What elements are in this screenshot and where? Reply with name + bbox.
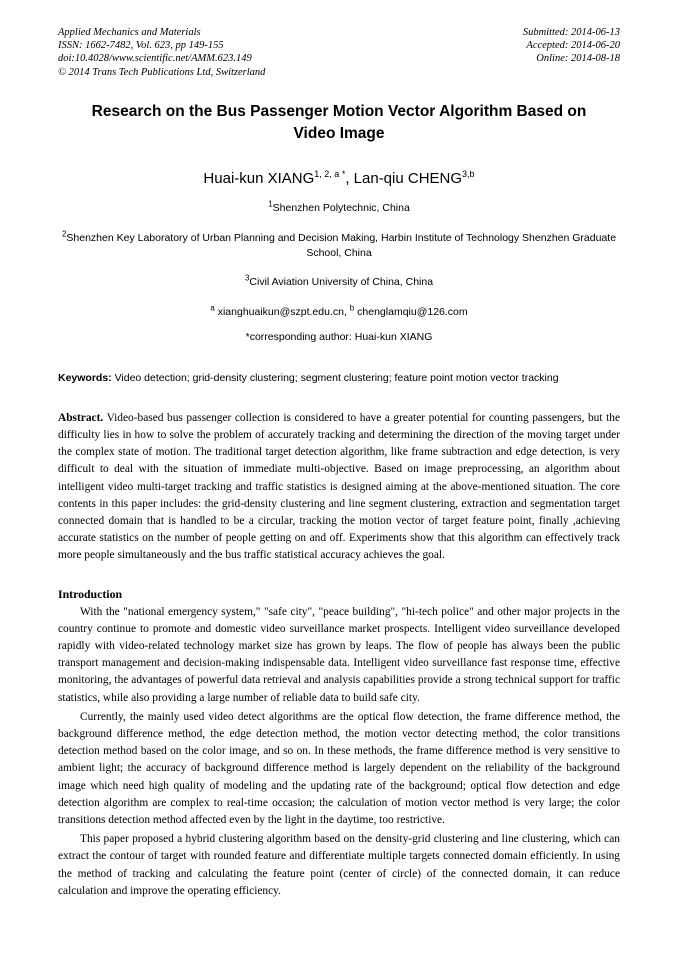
journal-copyright: © 2014 Trans Tech Publications Ltd, Switzerland xyxy=(58,66,266,78)
affiliation-3 xyxy=(58,271,620,291)
intro-paragraph-1: With the "national emergency system," "safe city", "peace building", "hi-tech police" and other major projects in the country continue to promote and domestic video surveillance market prospects. Intelligent video surveillance developed rapidly with video-related technology market size has grown by leaps. The flow of people has always been the public transport management and decision-making indispensable data. Intelligent video surveillance fast response time, effective monitoring, the advantages of powerful data retrieval and analysis capabilities provide a strong technical support for traffic statistics, while also providing a large number of reliable data to build safe city. xyxy=(58,605,620,704)
submitted-date: Submitted: 2014-06-13 xyxy=(522,27,620,38)
affiliation-2 xyxy=(58,226,620,261)
section-heading-introduction: Introduction xyxy=(58,586,123,601)
affiliation-1-text: $^1$Shenzhen Polytechnic, China xyxy=(268,199,410,215)
keywords-block xyxy=(58,371,620,386)
author-emails-text: $^a$ xianghuaikun@szpt.edu.cn, $^b$ chenglamqiu@126.com xyxy=(210,303,468,318)
affiliation-3-text: $^3$Civil Aviation University of China, China xyxy=(244,273,434,289)
affiliation-1 xyxy=(58,197,620,217)
journal-header-right xyxy=(523,26,620,66)
journal-doi: doi:10.4028/www.scientific.net/AMM.623.149 xyxy=(58,53,252,65)
intro-paragraph-2: Currently, the mainly used video detect algorithms are the optical flow detection, the frame difference method, the background difference method, the edge detection method, the motion vector detecting method, the color transitions detection method based on the color image, and so on. In these methods, the frame difference method is very sensitive to ambient light; the accuracy of background difference method is largely dependent on the reliability of the background image which need high quality of modeling and the updating rate of the background; optical flow detection and edge detection algorithm are complex to real-time occasion; the calculation of motion vector method is very large; the color transitions detection method affected even by the light in the daytime, too restrictive. xyxy=(58,710,620,827)
affiliation-2-text: $^2$Shenzhen Key Laboratory of Urban Planning and Decision Making, Harbin Institute of Technology Shenzhen Graduate School, China xyxy=(61,229,617,259)
keywords-text: Video detection; grid-density clustering; segment clustering; feature point motion vector tracking xyxy=(111,371,559,384)
corresponding-author-note: *corresponding author: Huai-kun XIANG xyxy=(245,330,433,343)
online-date: Online: 2014-08-18 xyxy=(536,53,620,65)
abstract-text: Video-based bus passenger collection is considered to have a greater potential for counting passengers, but the difficulty lies in how to solve the problem of accurately tracking and determining the direction of the moving target under the complex state of motion. The traditional target detection algorithm, like frame subtraction and edge detection, is very difficult to deal with the situation of immediate multi-objective. Based on image preprocessing, an algorithm about intelligent video multi-target tracking and traffic statistics is designed aiming at the above-mentioned situation. The core contents in this paper includes: the grid-density clustering and line segment clustering, extraction and segmentation target connected domain that is handled to be a circular, tracking the motion vector of target feature point, finally ,achieving accurate statistics on the number of people getting on and off. Experiments show that this algorithm can effectively track more people simultaneously and the bus traffic statistical accuracy achieves the goal. xyxy=(58,411,620,562)
page-title: Research on the Bus Passenger Motion Vector Algorithm Based on Video Image xyxy=(91,102,587,142)
journal-issn-volume: ISSN: 1662-7482, Vol. 623, pp 149-155 xyxy=(58,40,224,52)
journal-header-left xyxy=(58,26,265,79)
journal-header xyxy=(58,26,620,79)
authors-text: Huai-kun $XIANG^{1, 2, a *}$, Lan-qiu CHENG$^{3,b}$ xyxy=(203,168,475,187)
journal-name: Applied Mechanics and Materials xyxy=(58,27,201,38)
intro-paragraph-3: This paper proposed a hybrid clustering algorithm based on the density-grid clustering and line clustering, which can extract the contour of target with rounded feature and differentiate multiple targets connected domain efficiently. In using the method of tracking and calculating the feature point (center of circle) of the connected domain, it can reduce calculation and improve the operating efficiency. xyxy=(58,833,620,897)
author-emails xyxy=(58,303,620,318)
abstract-label: Abstract. xyxy=(58,411,104,424)
accepted-date: Accepted: 2014-06-20 xyxy=(526,40,620,52)
keywords-label: Keywords: xyxy=(58,371,112,384)
abstract-block xyxy=(58,410,620,565)
author-list xyxy=(58,169,620,187)
